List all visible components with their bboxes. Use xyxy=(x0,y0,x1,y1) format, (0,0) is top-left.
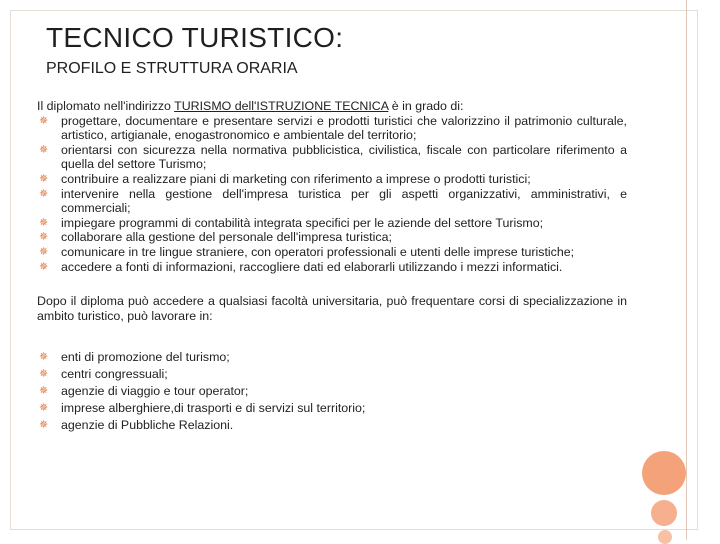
list-item-text: impiegare programmi di contabilità integrata specifici per le aziende del settore Turismo; xyxy=(61,215,544,230)
slide-title: TECNICO TURISTICO: xyxy=(46,22,344,53)
intro-sentence xyxy=(37,99,627,114)
intro-suffix: è in grado di: xyxy=(388,99,464,113)
list-item-text: contribuire a realizzare piani di marketing con riferimento a imprese o prodotti turistici; xyxy=(61,171,531,186)
star-bullet-icon: ✵ xyxy=(39,417,49,431)
star-bullet-icon: ✵ xyxy=(39,186,49,200)
list-item-text: centri congressuali; xyxy=(61,367,168,382)
list-item xyxy=(37,366,627,383)
list-item-text: intervenire nella gestione dell'impresa turistica per gli aspetti organizzativi, amministrativi, e commerciali; xyxy=(61,186,627,216)
star-bullet-icon: ✵ xyxy=(39,383,49,397)
list-item-text: progettare, documentare e presentare servizi e prodotti turistici che valorizzino il patrimonio culturale, artistico, artigianale, enogastronomico e ambientale del territorio; xyxy=(61,113,627,143)
list-item xyxy=(37,187,627,216)
list-item xyxy=(37,143,627,172)
star-bullet-icon: ✵ xyxy=(39,215,49,229)
list-item-text: accedere a fonti di informazioni, raccogliere dati ed elaborarli utilizzando i mezzi informatici. xyxy=(61,259,563,274)
list-item-text: agenzie di viaggio e tour operator; xyxy=(61,383,249,398)
decorative-circle-medium xyxy=(651,500,677,526)
list-item xyxy=(37,349,627,366)
decorative-circle-small xyxy=(658,530,672,544)
decorative-circle-large xyxy=(642,451,686,495)
star-bullet-icon: ✵ xyxy=(39,244,49,258)
after-diploma-paragraph: Dopo il diploma può accedere a qualsiasi facoltà universitaria, può frequentare corsi di specializzazione in ambito turistico, può lavorare in: xyxy=(37,294,627,323)
star-bullet-icon: ✵ xyxy=(39,171,49,185)
star-bullet-icon: ✵ xyxy=(39,142,49,156)
list-item-text: orientarsi con sicurezza nella normativa pubblicistica, civilistica, fiscale con particolare riferimento a quella del settore Turismo; xyxy=(61,142,627,172)
decorative-vertical-line xyxy=(686,0,687,540)
list-item-text: agenzie di Pubbliche Relazioni. xyxy=(61,417,234,432)
star-bullet-icon: ✵ xyxy=(39,259,49,273)
list-item xyxy=(37,383,627,400)
list-item xyxy=(37,417,627,434)
abilities-list xyxy=(37,114,627,275)
list-item-text: imprese alberghiere,di trasporti e di servizi sul territorio; xyxy=(61,400,366,415)
star-bullet-icon: ✵ xyxy=(39,400,49,414)
star-bullet-icon: ✵ xyxy=(39,113,49,127)
list-item xyxy=(37,245,627,260)
slide-body xyxy=(37,99,627,433)
intro-underlined: TURISMO dell'ISTRUZIONE TECNICA xyxy=(174,99,389,113)
star-bullet-icon: ✵ xyxy=(39,350,49,364)
intro-prefix: Il diplomato nell'indirizzo xyxy=(37,99,175,113)
slide-subtitle: PROFILO E STRUTTURA ORARIA xyxy=(46,60,298,77)
star-bullet-icon: ✵ xyxy=(39,230,49,244)
list-item-text: collaborare alla gestione del personale dell'impresa turistica; xyxy=(61,230,392,245)
list-item xyxy=(37,114,627,143)
workplaces-list xyxy=(37,349,627,433)
list-item xyxy=(37,172,627,187)
star-bullet-icon: ✵ xyxy=(39,367,49,381)
list-item-text: comunicare in tre lingue straniere, con operatori professionali e utenti delle imprese turistiche; xyxy=(61,244,575,259)
list-item xyxy=(37,230,627,245)
list-item xyxy=(37,260,627,275)
list-item xyxy=(37,216,627,231)
list-item xyxy=(37,400,627,417)
list-item-text: enti di promozione del turismo; xyxy=(61,350,230,365)
